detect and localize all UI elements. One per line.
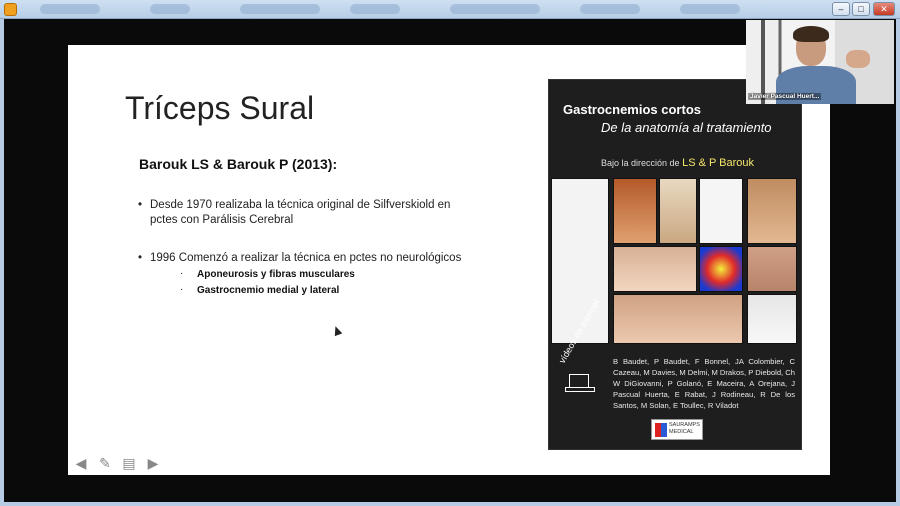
dissection-photo — [747, 178, 797, 244]
blurred-title — [240, 4, 320, 14]
book-authors: B Baudet, P Baudet, F Bonnel, JA Colombier, C Cazeau, M Davies, M Delmi, M Drakos, P Diebold, Ch W DiGiovanni, P Golanó, E Maceira, A Orejana, J Pascual Huerta, E Rabat, J Rodineau, R De los Santos, M Solan, E Toullec, R Viladot — [613, 357, 795, 410]
leg-stretch-photo — [613, 246, 697, 292]
book-director-prefix: Bajo la dirección de — [601, 158, 680, 168]
procedure-photo — [747, 294, 797, 344]
slide-title: Tríceps Sural — [125, 90, 315, 126]
sub-bullet-item: · Gastrocnemio medial y lateral — [197, 285, 339, 296]
surgical-photo — [613, 178, 657, 244]
sub-bullet-item: · Aponeurosis y fibras musculares — [197, 269, 355, 280]
minimize-button[interactable]: – — [832, 2, 850, 16]
window-border-bottom — [0, 502, 900, 506]
pressure-map-image — [699, 246, 743, 292]
leg-exam-photo — [613, 294, 743, 344]
publisher-logo — [651, 419, 703, 440]
book-title: Gastrocnemios cortos — [563, 102, 701, 117]
videos-label: vídeos en Internet — [557, 297, 602, 365]
window-border-left — [0, 19, 4, 506]
publisher-emblem — [655, 423, 667, 437]
arrow-right-icon[interactable]: ▶ — [147, 455, 159, 471]
blurred-title — [150, 4, 190, 14]
book-director — [601, 157, 754, 169]
book-director-names: LS & P Barouk — [682, 157, 755, 169]
blurred-title — [40, 4, 100, 14]
laptop-icon — [569, 374, 589, 388]
close-button[interactable]: ✕ — [873, 2, 895, 16]
bullet-item: • Desde 1970 realizaba la técnica original de Silfverskiold en pctes con Parálisis Cerebral — [150, 198, 480, 228]
slide-subheading: Barouk LS & Barouk P (2013): — [139, 156, 338, 172]
webcam-video-tile[interactable] — [746, 20, 894, 104]
presentation-slide — [68, 45, 830, 475]
bullet-item: • 1996 Comenzó a realizar la técnica en pctes no neurológicos — [150, 251, 480, 266]
slides-menu-icon[interactable]: ▤ — [122, 455, 136, 471]
blurred-title — [580, 4, 640, 14]
arrow-left-icon[interactable]: ◀ — [75, 455, 87, 471]
title-bar — [0, 0, 900, 19]
presenter-hand — [846, 50, 870, 68]
blurred-title — [450, 4, 540, 14]
window-border-right — [896, 19, 900, 506]
publisher-name: SAURAMPS MEDICAL — [669, 422, 700, 435]
blurred-title — [680, 4, 740, 14]
app-icon[interactable] — [4, 3, 17, 16]
slide-controls — [73, 455, 163, 471]
presenter-hair — [793, 26, 829, 42]
blurred-title — [350, 4, 400, 14]
anatomy-photo — [659, 178, 697, 244]
exam-photo — [747, 246, 797, 292]
maximize-button[interactable]: □ — [852, 2, 870, 16]
participant-name: Javier Pascual Huert... — [750, 93, 820, 100]
pen-icon[interactable]: ✎ — [99, 455, 111, 471]
book-subtitle: De la anatomía al tratamiento — [601, 120, 772, 135]
book-cover-image — [548, 79, 802, 450]
diagram-photo — [699, 178, 743, 244]
mouse-cursor — [332, 325, 343, 336]
